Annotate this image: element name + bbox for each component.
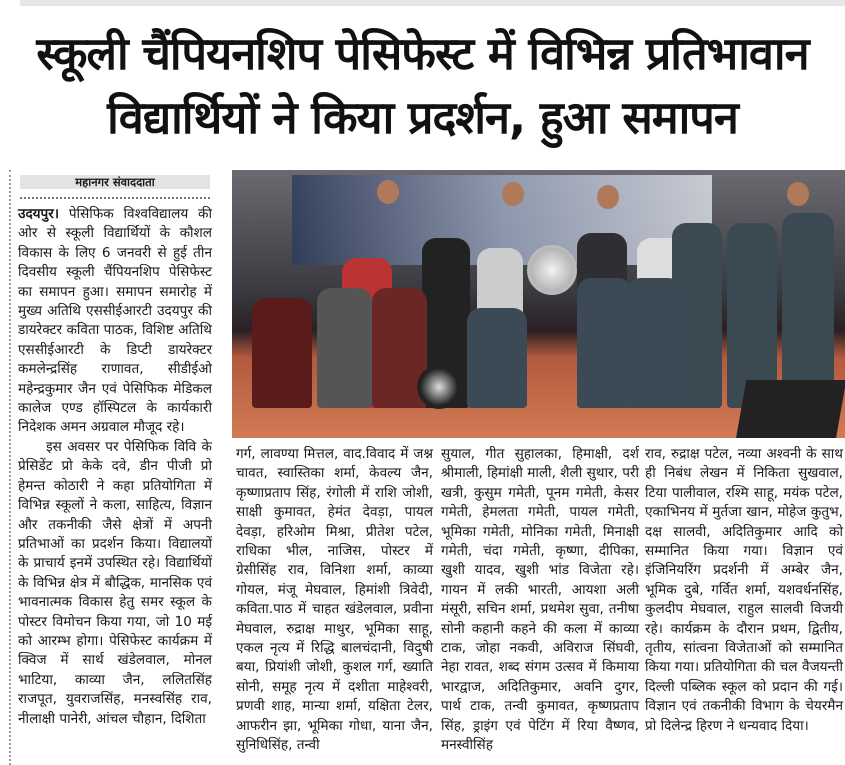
stage-speaker	[736, 380, 845, 438]
byline: महानगर संवाददाता	[20, 175, 210, 189]
event-photo	[232, 170, 845, 438]
dateline-city: उदयपुर।	[18, 206, 59, 222]
photo-figure	[252, 298, 312, 408]
article-paragraph-continued: राव, रुद्राक्ष पटेल, नव्या अश्वनी के साथ ही निबंध लेखन में निकिता सुखवाल, टिया पालीवाल, रश्मि साहू, मयंक पटेल, एकाभिनय में मुर्तजा खान, मोहेज कुतुभ, दक्ष सालवी, अदितिकुमार आदि को सम्मानित किया गया। विज्ञान एवं इंजिनियरिंग प्रदर्शनी में अम्बेर जैन, भूमिक दुबे, गर्वित शर्मा, यशवर्धनसिंह, कुलदीप मेघवाल, राहुल सालवी विजयी रहे। कार्यक्रम के दौरान प्रथम, द्वितीय, तृतीय, सांत्वना विजेताओं को सम्मानित किया गया। प्रतियोगिता की चल वैजयन्ती दिल्ली पब्लिक स्कूल को प्रदान की गई। विज्ञान एवं तकनीकी विभाग के चेयरमैन प्रो दिलेन्द्र हिरण ने धन्यवाद दिया।	[645, 446, 843, 734]
photo-figure-head	[597, 185, 619, 209]
photo-figure	[782, 213, 834, 408]
photo-figure	[577, 278, 632, 408]
article-paragraph-2: इस अवसर पर पेसिफिक विवि के प्रेसिडेंट प्रो केके दवे, डीन पीजी प्रो हेमन्त कोठारी ने कहा प्रतियोगिता में विभिन्न स्कूलों ने कला, साहित्य, विज्ञान और तकनीकी जैसे क्षेत्रों में अपनी प्रतिभाओं का प्रदर्शन किया। विद्यालयों के प्राचार्य इनमें उपस्थित रहे। विद्यार्थियों के विभिन्न क्षेत्र में बौद्धिक, मानसिक एवं भावनात्मक विकास हेतु समर स्कूल के पोस्टर विमोचन किया गया, जो 10 मई को आरम्भ होगा। पेसिफेस्ट कार्यक्रम में क्विज में सार्थ खंडेलवाल, मोनल भाटिया, काव्या जैन, ललितसिंह राजपूत, युवराजसिंह, मनस्वसिंह राव, नीलाक्षी पानेरी, आंचल चौहान, दिशिता	[18, 438, 212, 727]
article-column-4	[645, 445, 843, 736]
photo-figure	[467, 308, 527, 408]
photo-figure-head	[502, 182, 524, 206]
photo-figure	[627, 278, 682, 408]
article-column-2	[236, 445, 433, 756]
photo-figure-head	[787, 182, 809, 206]
trophy	[527, 245, 577, 295]
article-paragraph-continued: सुयाल, गीत सुहालका, हिमाक्षी, दर्श श्रीमाली, हिमांक्षी माली, शैली सुथार, परी खत्री, कुसुम गमेती, पूनम गमेती, केसर गमेती, हेमलता गमेती, पायल गमेती, भूमिका गमेती, मोनिका गमेती, मिनाक्षी गमेती, चंदा गमेती, कृष्णा, दीपिका, खुशी यादव, खुशी भांड विजेता रहे। गायन में लकी भारती, आयशा अली मंसूरी, सचिन शर्मा, प्रथमेश सुवा, तनीषा सोनी कहानी कहने की कला में काव्या टाक, जोहा नकवी, अविराज सिंघवी, नेहा रावत, शब्द संगम उत्सव में किमाया भारद्वाज, अदितिकुमार, अवनि दुगर, पार्थ टाक, तन्वी कुमावत, कृष्णप्रताप सिंह, ड्राइंग एवं पेटिंग में रिया वैष्णव, मनस्वीसिंह	[441, 446, 639, 754]
paragraph-text: पेसिफिक विश्वविद्यालय की ओर से स्कूली विद्यार्थियों के कौशल विकास के लिए 6 जनवरी से हुई तीन दिवसीय स्कूली चैंपियनशिप पेसिफेस्ट का समापन हुआ। समापन समारोह में मुख्य अतिथि एससीईआरटी उदयपुर की डायरेक्टर कविता पाठक, विशिष्ट अतिथि एससीईआरटी के डिप्टी डायरेक्टर कमलेन्द्रसिंह राणावत, सीडीईओ महेन्द्रकुमार जैन एवं पेसिफिक मेडिकल कालेज एण्ड हॉस्पिटल के कार्यकारी निदेशक अमन अग्रवाल मौजूद रहे।	[18, 206, 212, 436]
headline-line-2: विद्यार्थियों ने किया प्रदर्शन, हुआ समापन	[107, 91, 738, 144]
stage-light	[417, 365, 461, 409]
article-paragraph-continued: गर्ग, लावण्या मित्तल, वाद.विवाद में जश्न चावत, स्वास्तिका शर्मा, केवल्य जैन, कृष्णाप्रताप सिंह, रंगोली में राशि जोशी, साक्षी कुमावत, हेमंत देवड़ा, पायल देवड़ा, हरिओम मिश्रा, प्रीतेश पटेल, राधिका भील, नाजिस, पोस्टर में ग्रेसीसिंह राव, विनिशा शर्मा, काव्या गोयल, मंजू मेघवाल, हिमांशी त्रिवेदी, कविता.पाठ में चाहत खंडेलवाल, प्रवीना मेघवाल, रुद्राक्ष माथुर, भूमिका साहू, एकल नृत्य में रिद्धि बालचंदानी, विदुषी बया, प्रियांशी जोशी, कुशल गर्ग, ख्याति सोनी, समूह नृत्य में दशीता माहेश्वरी, प्रणवी शाह, मान्या शर्मा, यक्षिता टेलर, आफरीन झा, भूमिका गोधा, याना जैन, सुनिधिसिंह, तन्वी	[236, 446, 433, 754]
article-column-1	[18, 205, 212, 729]
byline-divider	[20, 197, 210, 199]
headline-line-1: स्कूली चैंपियनशिप पेसिफेस्ट में विभिन्न प्रतिभावान	[36, 27, 809, 80]
headline	[0, 22, 845, 150]
photo-figure	[317, 288, 372, 408]
article-paragraph-1	[18, 205, 212, 438]
column-rule	[9, 170, 11, 765]
article-column-3	[441, 445, 639, 756]
top-border	[20, 0, 845, 6]
photo-figure-head	[377, 180, 399, 204]
